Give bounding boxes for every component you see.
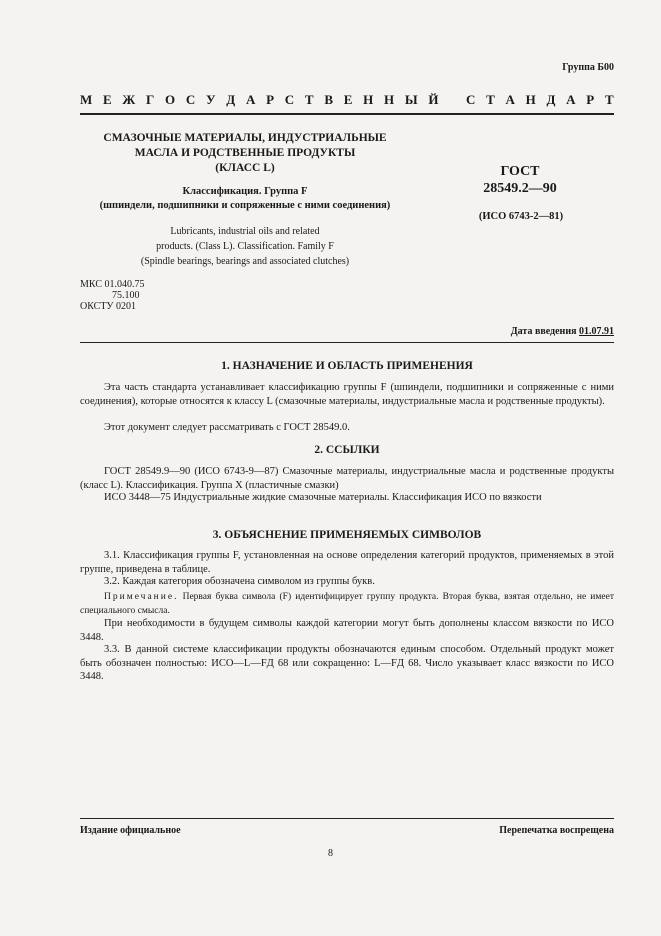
interstate-letter: Й bbox=[428, 92, 439, 107]
section-3-title: 3. ОБЪЯСНЕНИЕ ПРИМЕНЯЕМЫХ СИМВОЛОВ bbox=[212, 529, 482, 541]
interstate-letter: У bbox=[206, 92, 216, 107]
interstate-letter: С bbox=[185, 92, 196, 107]
gost-designation bbox=[468, 163, 572, 197]
section-3-note bbox=[80, 591, 614, 618]
subtitle-line-1: Классификация. Группа F bbox=[182, 186, 308, 197]
document-title bbox=[80, 131, 410, 176]
interstate-letter: Н bbox=[363, 92, 374, 107]
interstate-letter: Д bbox=[546, 92, 556, 107]
section-3-paragraph-4: 3.3. В данной системе классификации продукты обозначаются единым способом. Отдельный продукт может быть обозначен полностью: ИСО—L—FД 68 или сокращенно: L—FД 68. Число указывает класс вязкости по ИСО 3448. bbox=[80, 644, 614, 682]
interstate-letter: Р bbox=[586, 92, 595, 107]
introduction-date-value: 01.07.91 bbox=[579, 326, 614, 337]
section-1-paragraph-2: Этот документ следует рассматривать с ГОСТ 28549.0. bbox=[104, 422, 350, 433]
english-title bbox=[80, 224, 410, 269]
english-title-line-2: products. (Class L). Classification. Family F bbox=[156, 241, 334, 252]
gost-number: 28549.2—90 bbox=[483, 181, 557, 196]
interstate-letter: Р bbox=[266, 92, 275, 107]
interstate-gap bbox=[449, 92, 455, 108]
iso-designation: (ИСО 6743-2—81) bbox=[478, 211, 564, 222]
group-code: Группа Б00 bbox=[562, 62, 614, 73]
section-3-heading bbox=[80, 529, 614, 541]
section-2-paragraph-1: ГОСТ 28549.9—90 (ИСО 6743-9—87) Смазочные материалы, индустриальные масла и родственные продукты (класс L). Классификация. Группа X (пластичные смазки) bbox=[80, 466, 614, 491]
interstate-letter: Т bbox=[604, 92, 614, 107]
interstate-letter: Д bbox=[226, 92, 236, 107]
interstate-letter: Т bbox=[486, 92, 495, 107]
interstate-letter: Ы bbox=[404, 92, 418, 107]
introduction-date bbox=[511, 326, 614, 337]
section-2-heading bbox=[80, 444, 614, 456]
gost-label: ГОСТ bbox=[500, 164, 540, 179]
interstate-letter: Е bbox=[343, 92, 353, 107]
english-title-line-1: Lubricants, industrial oils and related bbox=[170, 226, 320, 237]
interstate-letter: Т bbox=[304, 92, 314, 107]
note-text: Первая буква символа (F) идентифицирует группу продукта. Вторая буква, взятая отдельно, не имеет специального смысла. bbox=[80, 592, 614, 616]
page-number: 8 bbox=[328, 848, 333, 859]
interstate-standard-heading bbox=[80, 92, 614, 108]
footer-rule bbox=[80, 818, 614, 819]
mks-code-1: МКС 01.040.75 bbox=[80, 279, 145, 290]
section-1-title: 1. НАЗНАЧЕНИЕ И ОБЛАСТЬ ПРИМЕНЕНИЯ bbox=[221, 360, 473, 372]
section-2-title: 2. ССЫЛКИ bbox=[314, 444, 380, 456]
interstate-letter: С bbox=[284, 92, 295, 107]
subtitle-line-2: (шпиндели, подшипники и сопряженные с ними соединения) bbox=[99, 200, 391, 211]
document-subtitle bbox=[80, 185, 410, 213]
interstate-letter: А bbox=[505, 92, 515, 107]
section-3-paragraph-3: При необходимости в будущем символы каждой категории могут быть дополнены классом вязкости по ИСО 3448. bbox=[80, 618, 614, 643]
interstate-letter: Г bbox=[146, 92, 155, 107]
interstate-letter: М bbox=[80, 92, 93, 107]
footer-official-edition: Издание официальное bbox=[80, 825, 181, 836]
section-2-paragraph-2: ИСО 3448—75 Индустриальные жидкие смазочные материалы. Классификация ИСО по вязкости bbox=[104, 492, 542, 503]
note-label: Примечание. bbox=[104, 592, 179, 602]
date-rule bbox=[80, 342, 614, 343]
interstate-letter: Ж bbox=[122, 92, 136, 107]
section-1-heading bbox=[80, 360, 614, 372]
english-title-line-3: (Spindle bearings, bearings and associated clutches) bbox=[140, 256, 350, 267]
interstate-letter: В bbox=[324, 92, 333, 107]
interstate-letter: Е bbox=[103, 92, 112, 107]
mks-code-2: 75.100 bbox=[112, 290, 140, 301]
interstate-letter: С bbox=[465, 92, 476, 107]
interstate-letter: О bbox=[165, 92, 176, 107]
section-1-paragraph-1: Эта часть стандарта устанавливает классификацию группы F (шпиндели, подшипники и сопряженные с ними соединения), которые относятся к классу L (смазочные материалы, индустриальные масла и родственные продукты). bbox=[80, 382, 614, 407]
title-line-1: СМАЗОЧНЫЕ МАТЕРИАЛЫ, ИНДУСТРИАЛЬНЫЕ bbox=[103, 132, 387, 144]
header-rule bbox=[80, 113, 614, 115]
interstate-letter: Н bbox=[384, 92, 395, 107]
interstate-letter: Н bbox=[525, 92, 536, 107]
section-3-paragraph-1: 3.1. Классификация группы F, установленная на основе определения категорий продуктов, применяемых в этой группе, приведена в таблице. bbox=[80, 550, 614, 575]
interstate-letter: А bbox=[245, 92, 256, 107]
footer-reprint-notice: Перепечатка воспрещена bbox=[499, 825, 614, 836]
classification-codes bbox=[80, 279, 144, 312]
introduction-date-label: Дата введения bbox=[510, 326, 577, 337]
title-line-3: (КЛАСС L) bbox=[215, 162, 275, 174]
section-3-paragraph-2: 3.2. Каждая категория обозначена символом из группы букв. bbox=[104, 576, 375, 587]
okstu-code: ОКСТУ 0201 bbox=[80, 301, 137, 312]
title-line-2: МАСЛА И РОДСТВЕННЫЕ ПРОДУКТЫ bbox=[134, 147, 356, 159]
interstate-letter: А bbox=[566, 92, 576, 107]
